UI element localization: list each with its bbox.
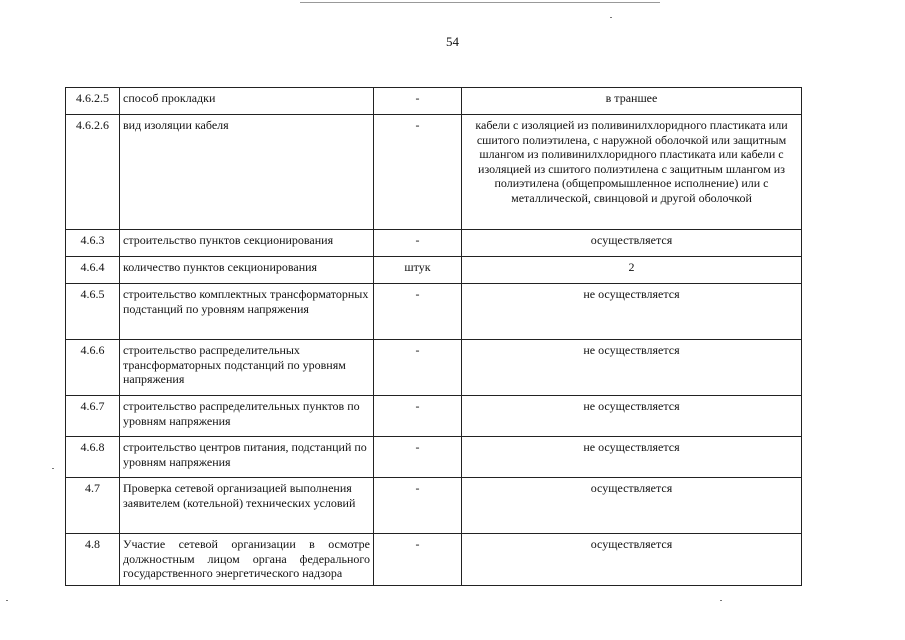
row-unit: штук — [374, 257, 462, 284]
row-unit: - — [374, 230, 462, 257]
row-number: 4.6.2.6 — [66, 115, 120, 230]
row-name: строительство комплектных трансформаторных подстанций по уровням напряжения — [120, 284, 374, 340]
row-value: осуществляется — [462, 230, 802, 257]
row-value: в траншее — [462, 88, 802, 115]
row-unit: - — [374, 284, 462, 340]
row-number: 4.6.3 — [66, 230, 120, 257]
scan-speck — [6, 600, 8, 601]
row-number: 4.6.2.5 — [66, 88, 120, 115]
row-unit: - — [374, 437, 462, 478]
row-unit: - — [374, 396, 462, 437]
row-value: не осуществляется — [462, 396, 802, 437]
table-row — [66, 257, 802, 284]
row-unit: - — [374, 340, 462, 396]
row-name: количество пунктов секционирования — [120, 257, 374, 284]
scan-speck — [52, 468, 54, 469]
scan-speck — [610, 17, 612, 18]
table-row — [66, 534, 802, 586]
row-name: строительство распределительных трансформаторных подстанций по уровням напряжения — [120, 340, 374, 396]
row-value: не осуществляется — [462, 340, 802, 396]
scan-speck — [720, 600, 722, 601]
table-row — [66, 115, 802, 230]
table-row — [66, 478, 802, 534]
top-rule — [300, 2, 660, 3]
requirements-table — [65, 87, 802, 586]
row-value: осуществляется — [462, 478, 802, 534]
table-row — [66, 230, 802, 257]
row-value: кабели с изоляцией из поливинилхлоридного пластиката или сшитого полиэтилена, с наружной оболочкой или защитным шлангом из поливинилхлоридного пластиката или кабели с изоляцией из сшитого полиэтилена с защитным шлангом из полиэтилена (общепромышленное исполнение) или с металлической, свинцовой и другой оболочкой — [462, 115, 802, 230]
table-row — [66, 88, 802, 115]
row-value: не осуществляется — [462, 437, 802, 478]
row-name: строительство пунктов секционирования — [120, 230, 374, 257]
row-name: вид изоляции кабеля — [120, 115, 374, 230]
row-name: строительство распределительных пунктов по уровням напряжения — [120, 396, 374, 437]
row-value: 2 — [462, 257, 802, 284]
row-number: 4.6.6 — [66, 340, 120, 396]
row-unit: - — [374, 534, 462, 586]
row-unit: - — [374, 88, 462, 115]
row-name: строительство центров питания, подстанций по уровням напряжения — [120, 437, 374, 478]
table-row — [66, 284, 802, 340]
row-name: Участие сетевой организации в осмотре должностным лицом органа федерального государственного энергетического надзора — [120, 534, 374, 586]
row-name: способ прокладки — [120, 88, 374, 115]
row-number: 4.7 — [66, 478, 120, 534]
row-value: не осуществляется — [462, 284, 802, 340]
row-number: 4.6.4 — [66, 257, 120, 284]
row-name: Проверка сетевой организацией выполнения заявителем (котельной) технических условий — [120, 478, 374, 534]
row-number: 4.8 — [66, 534, 120, 586]
row-number: 4.6.8 — [66, 437, 120, 478]
row-unit: - — [374, 115, 462, 230]
row-number: 4.6.7 — [66, 396, 120, 437]
page-number: 54 — [446, 34, 459, 49]
table-row — [66, 396, 802, 437]
row-number: 4.6.5 — [66, 284, 120, 340]
row-value: осуществляется — [462, 534, 802, 586]
table-row — [66, 437, 802, 478]
row-unit: - — [374, 478, 462, 534]
table-row — [66, 340, 802, 396]
